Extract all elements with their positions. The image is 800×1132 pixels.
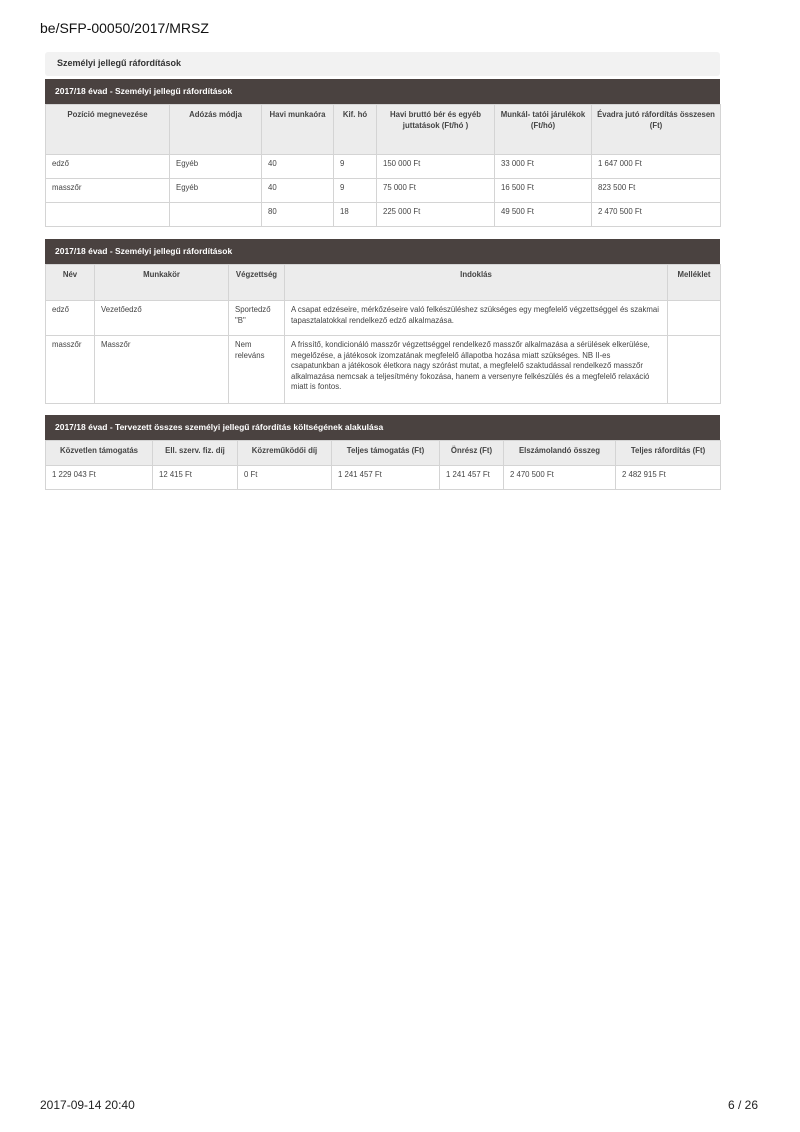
table-cell: 12 415 Ft — [153, 466, 238, 490]
table-cell: 2 482 915 Ft — [616, 466, 721, 490]
column-header: Kif. hó — [334, 105, 377, 155]
table-row — [46, 155, 721, 179]
table-cell: masszőr — [46, 336, 95, 404]
column-header: Havi bruttó bér és egyéb juttatások (Ft/hó ) — [377, 105, 495, 155]
table-cell: 1 241 457 Ft — [332, 466, 440, 490]
column-header: Munkál- tatói járulékok (Ft/hó) — [495, 105, 592, 155]
table-cell: 75 000 Ft — [377, 179, 495, 203]
document-id: be/SFP-00050/2017/MRSZ — [40, 20, 209, 36]
table-cell: A csapat edzéseire, mérkőzéseire való felkészüléshez szükséges egy megfelelő végzettséggel és szakmai tapasztalatokkal rendelkező edző alkalmazása. — [285, 301, 668, 336]
column-header: Közreműködői díj — [238, 441, 332, 466]
table-cell: Egyéb — [170, 155, 262, 179]
table-title: 2017/18 évad - Személyi jellegű ráfordítások — [45, 239, 720, 264]
table-cell: Sportedző "B" — [229, 301, 285, 336]
table-cell: 225 000 Ft — [377, 203, 495, 227]
column-header: Indoklás — [285, 265, 668, 301]
column-header: Teljes támogatás (Ft) — [332, 441, 440, 466]
footer-timestamp: 2017-09-14 20:40 — [40, 1098, 135, 1112]
table-cell: edző — [46, 155, 170, 179]
table-cell — [668, 301, 721, 336]
column-header: Közvetlen támogatás — [46, 441, 153, 466]
table-title: 2017/18 évad - Tervezett összes személyi jellegű ráfordítás költségének alakulása — [45, 415, 720, 440]
table-row — [46, 466, 721, 490]
table-row — [46, 301, 721, 336]
table-cell: 16 500 Ft — [495, 179, 592, 203]
page-number: 6 / 26 — [727, 1098, 758, 1112]
table-cell: 2 470 500 Ft — [504, 466, 616, 490]
table-cell: 2 470 500 Ft — [592, 203, 721, 227]
table-cell: 9 — [334, 155, 377, 179]
table-cell: Masszőr — [95, 336, 229, 404]
section-title: Személyi jellegű ráfordítások — [57, 58, 182, 68]
table-row — [46, 179, 721, 203]
table-cell: 40 — [262, 155, 334, 179]
table-cell: 150 000 Ft — [377, 155, 495, 179]
section-header — [45, 52, 720, 76]
table-cell: 49 500 Ft — [495, 203, 592, 227]
table-row — [46, 336, 721, 404]
column-header: Adózás módja — [170, 105, 262, 155]
column-header: Évadra jutó ráfordítás összesen (Ft) — [592, 105, 721, 155]
table-cell: 1 229 043 Ft — [46, 466, 153, 490]
table-cell: 40 — [262, 179, 334, 203]
table-cell: Egyéb — [170, 179, 262, 203]
table-cell — [668, 336, 721, 404]
column-header: Havi munkaóra — [262, 105, 334, 155]
table-cell: 0 Ft — [238, 466, 332, 490]
table-title: 2017/18 évad - Személyi jellegű ráfordítások — [45, 79, 720, 104]
personnel-cost-table — [45, 79, 720, 227]
table-cell: 80 — [262, 203, 334, 227]
table-cell — [170, 203, 262, 227]
column-header: Pozíció megnevezése — [46, 105, 170, 155]
table-cell: masszőr — [46, 179, 170, 203]
table-cell: 33 000 Ft — [495, 155, 592, 179]
column-header: Teljes ráfordítás (Ft) — [616, 441, 721, 466]
column-header: Melléklet — [668, 265, 721, 301]
column-header: Ell. szerv. fiz. díj — [153, 441, 238, 466]
table-cell — [46, 203, 170, 227]
cost-summary-table — [45, 415, 720, 490]
column-header: Elszámolandó összeg — [504, 441, 616, 466]
column-header: Munkakör — [95, 265, 229, 301]
table-cell: 1 241 457 Ft — [440, 466, 504, 490]
table-cell: Nem releváns — [229, 336, 285, 404]
column-header: Végzettség — [229, 265, 285, 301]
table-cell: 1 647 000 Ft — [592, 155, 721, 179]
table-cell: 823 500 Ft — [592, 179, 721, 203]
table-cell: edző — [46, 301, 95, 336]
table-cell: A frissítő, kondicionáló masszőr végzettséggel rendelkező masszőr alkalmazása a sérülések elkerülése, megelőzése, a játékosok izomzatának megfelelő állapotba hozása miatt szükséges. NB II-es csapatunkban a játékosok életkora nagy szórást mutat, a megfelelő szaktudással rendelkező masszőr alkalmazása nemcsak a teljesítmény fokozása, hanem a versenyre felkészülés és a megfelelő relaxáció miatt is fontos. — [285, 336, 668, 404]
table-cell: 9 — [334, 179, 377, 203]
table-row — [46, 203, 721, 227]
column-header: Név — [46, 265, 95, 301]
table-cell: Vezetőedző — [95, 301, 229, 336]
table-cell: 18 — [334, 203, 377, 227]
column-header: Önrész (Ft) — [440, 441, 504, 466]
justification-table — [45, 239, 720, 404]
